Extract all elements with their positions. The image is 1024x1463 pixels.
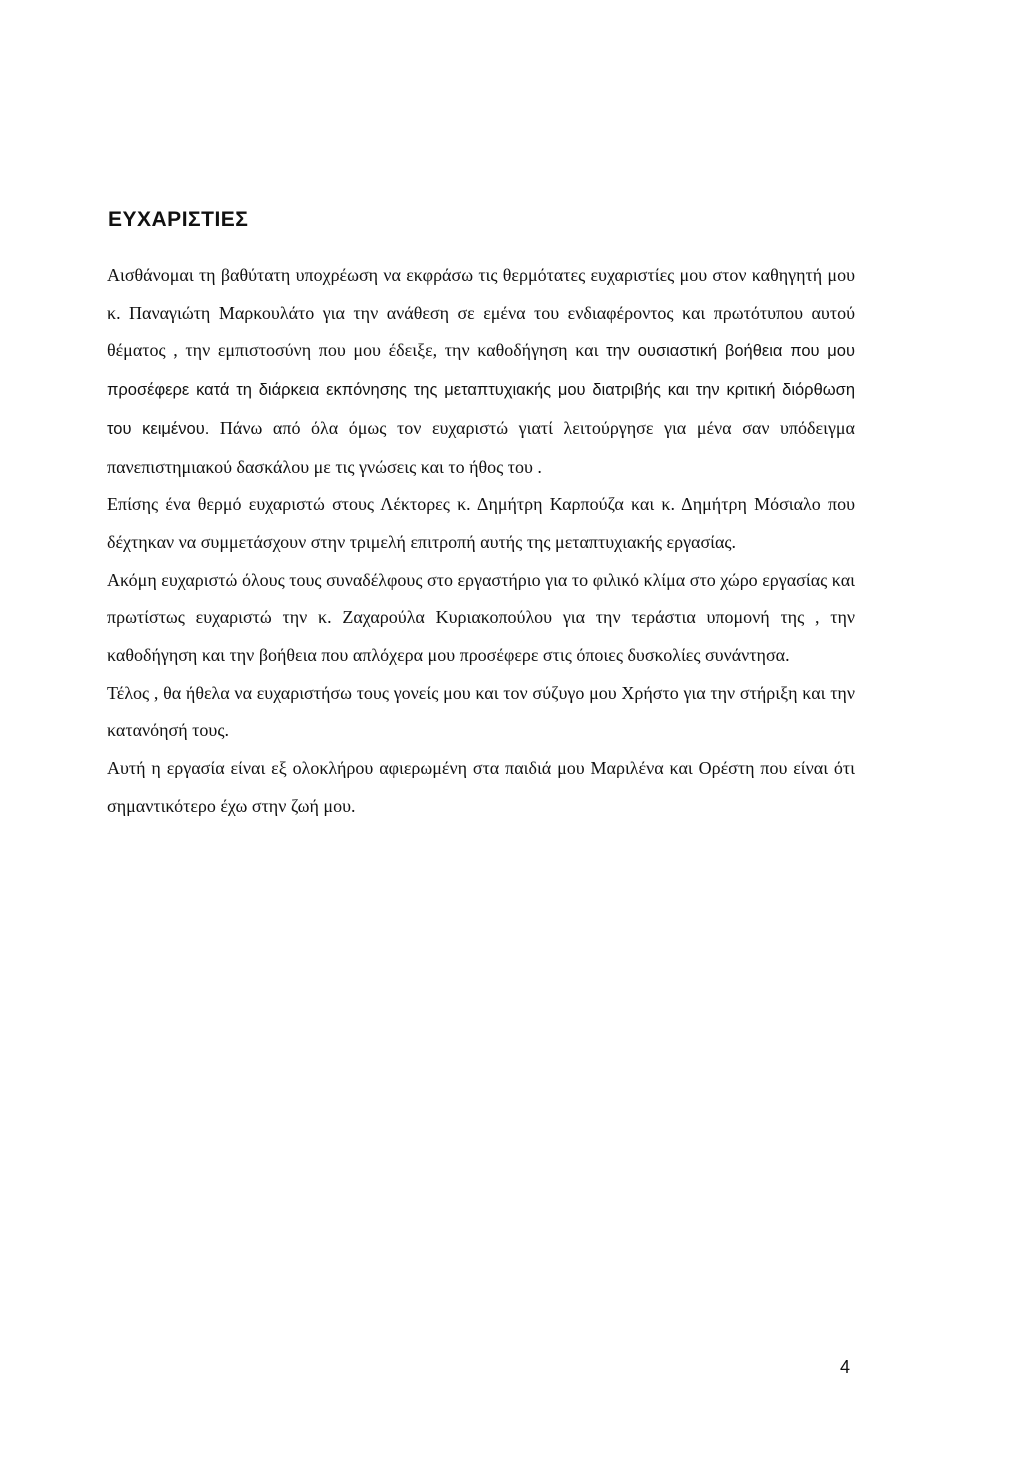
paragraph-4: Τέλος , θα ήθελα να ευχαριστήσω τους γονείς μου και τον σύζυγο μου Χρήστο για την στήριξη και την κατανόησή τους. (107, 682, 855, 741)
acknowledgements-body (107, 257, 855, 826)
paragraph-1-part-2: την ουσιαστική βοήθεια που μου προσέφερε κατά τη διάρκεια εκπόνησης της μεταπτυχιακής μου διατριβής και την κριτική διόρθωση του κειμένου. (107, 342, 855, 438)
paragraph-5: Αυτή η εργασία είναι εξ ολοκλήρου αφιερωμένη στα παιδιά μου Μαριλένα και Ορέστη που είναι ότι σημαντικότερο έχω στην ζωή μου. (107, 758, 855, 816)
paragraph-2: Επίσης ένα θερμό ευχαριστώ στους Λέκτορες κ. Δημήτρη Καρπούζα και κ. Δημήτρη Μόσιαλο που δέχτηκαν να συμμετάσχουν στην τριμελή επιτροπή αυτής της μεταπτυχιακής εργασίας. (107, 494, 855, 552)
section-heading: ΕΥΧΑΡΙΣΤΙΕΣ (108, 208, 249, 231)
paragraph-1 (107, 257, 855, 486)
paragraph-3: Ακόμη ευχαριστώ όλους τους συναδέλφους στο εργαστήριο για το φιλικό κλίμα στο χώρο εργασίας και πρωτίστως ευχαριστώ την κ. Ζαχαρούλα Κυριακοπούλου για την τεράστια υπομονή της , την καθοδήγηση και την βοήθεια που απλόχερα μου προσέφερε στις όποιες δυσκολίες συνάντησα. (107, 569, 855, 666)
paragraph-1-part-3: Πάνω από όλα όμως τον ευχαριστώ γιατί λειτούργησε για μένα σαν υπόδειγμα πανεπιστημιακού δασκάλου με τις γνώσεις και το ήθος του . (107, 417, 855, 477)
page-number: 4 (840, 1357, 851, 1377)
paragraph-1-part-1: Αισθάνομαι τη βαθύτατη υποχρέωση να εκφράσω τις θερμότατες ευχαριστίες μου στον καθηγητή μου κ. Παναγιώτη Μαρκουλάτο για την ανάθεση σε εμένα του ενδιαφέροντος και πρωτότυπου αυτού θέματος , την εμπιστοσύνη που μου έδειξε, την καθοδήγηση και (107, 265, 855, 361)
